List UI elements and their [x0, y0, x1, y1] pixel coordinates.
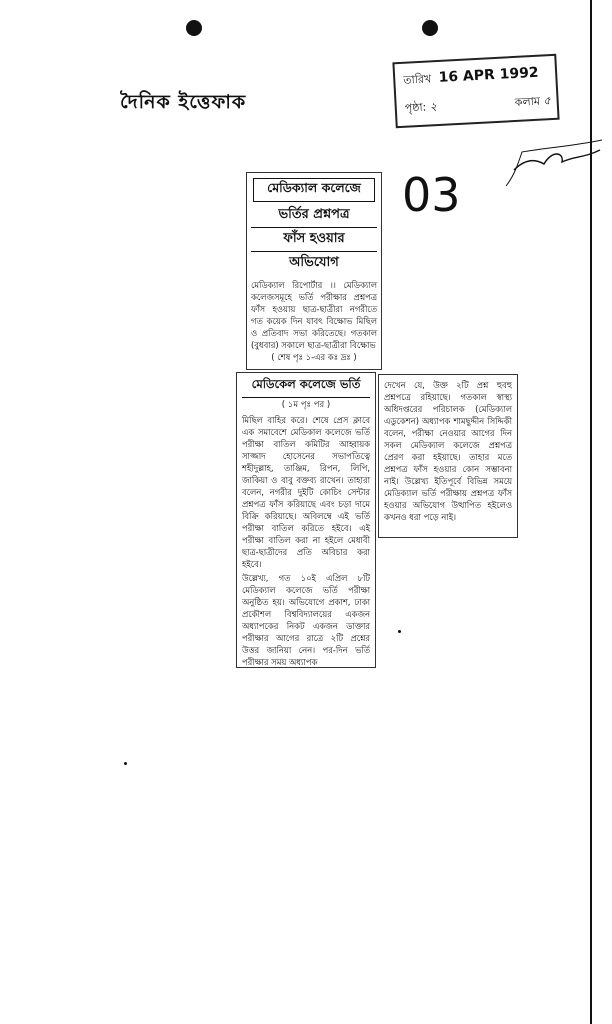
headline-line-1: মেডিক্যাল কলেজে — [253, 178, 375, 202]
handwritten-number: 03 — [402, 168, 461, 222]
punch-hole-right — [422, 20, 438, 36]
clipping1-body: মেডিক্যাল রিপোর্টার ।। মেডিক্যাল কলেজসমূহে ভর্তি পরীক্ষার প্রশ্নপত্র ফাঁস হওয়ায় ছাত্র-ছাত্রীরা নগরীতে গত কয়েক দিন যাবৎ বিক্ষোভ মিছিল ও প্রতিবাদ সভা করিতেছে। গতকাল (বুধবার) সকালে ছাত্র-ছাত্রীরা বিক্ষোভ — [251, 280, 377, 350]
clipping-continuation — [236, 372, 376, 668]
stamp-date-label: তারিখ — [402, 72, 432, 87]
stamp-page: পৃষ্ঠা: ২ — [404, 100, 438, 115]
newspaper-title: দৈনিক ইত্তেফাক — [120, 91, 247, 113]
stamp-page-row — [404, 92, 551, 119]
clipping1-continued: ( শেষ পৃঃ ১-এর কঃ দ্রঃ ) — [271, 352, 357, 362]
date-stamp — [392, 54, 559, 128]
clipping-main-headline — [246, 172, 382, 370]
handwritten-signature-mark — [504, 130, 604, 190]
continuation-subhead: ( ১ম পৃঃ পর ) — [281, 400, 331, 410]
stamp-date-row — [403, 65, 539, 91]
headline-line-2: ভর্তির প্রশ্নপত্র — [251, 204, 377, 228]
continuation-headline: মেডিকেল কলেজে ভর্তি — [242, 376, 370, 398]
page-edge-line — [590, 0, 592, 1024]
continuation-body-3: দেখেন যে, উক্ত ২টি প্রশ্ন হুবহু প্রশ্নপত্রে রহিয়াছে। গতকাল স্বাস্থ্য অধিদপ্তরের পরিচালক (মেডিক্যাল এডুকেশন) অধ্যাপক শামছুদ্দীন সিদ্দিকী বলেন, পরীক্ষা নেওয়ার আগের দিন সকল মেডিক্যাল কলেজে প্রশ্নপত্র প্রেরণ করা হইয়াছে। তাহার মতে প্রশ্নপত্র ফাঁস হওয়ার কোন সম্ভাবনা নাই। উল্লেখ্য ইতিপূর্বে বিভিন্ন সময়ে মেডিক্যাল ভর্তি পরীক্ষায় প্রশ্নপত্র ফাঁস হওয়ার অভিযোগ উত্থাপিত হইলেও কখনও ধরা পড়ে নাই। — [384, 380, 512, 522]
headline-line-4: অভিযোগ — [289, 255, 339, 270]
speck — [124, 762, 127, 765]
continuation-body-1: মিছিল বাহির করে। শেষে প্রেস ক্লাবে এক সমাবেশে মেডিকাল কলেজে ভর্তি পরীক্ষা বাতিল কমিটির আহ্বায়ক সাজ্জাদ হোসেনের সভাপতিত্বে শহীদুল্লাহ, তাঞ্জিম, রিপন, লিপি, জাকিয়া ও বাবু বক্তব্য রাখেন। তাহারা বলেন, নগরীর দুইটি কোচিং সেন্টার প্রশ্নপত্র ফাঁস করিয়াছে এবং চড়া দামে বিক্রি করিয়াছে। অবিলম্বে এই ভর্তি পরীক্ষা বাতিল করিতে হইবে। এই পরীক্ষা বাতিল করা না হইলে মেধাবী ছাত্র-ছাত্রীদের প্রতি অবিচার করা হইবে। — [242, 415, 370, 569]
stamp-column: কলাম ৫ — [514, 94, 551, 109]
clipping-continuation-2 — [378, 374, 518, 538]
punch-hole-left — [186, 20, 202, 36]
headline-line-3: ফাঁস হওয়ার — [251, 228, 377, 252]
continuation-body-2: উল্লেখ্য, গত ১০ই এপ্রিল ৮টি মেডিক্যাল কলেজে ভর্তি পরীক্ষা অনুষ্ঠিত হয়। অভিযোগে প্রকাশ, ঢাকা প্রকৌশল বিশ্ববিদ্যালয়ের একজন অধ্যাপকের নিকট একজন ডাক্তার পরীক্ষার আগের রাত্রে ২টি প্রশ্নের উত্তর জানিয়া নেন। পর-দিন ভর্তি পরীক্ষার সময় অধ্যাপক — [242, 573, 370, 667]
speck — [398, 630, 401, 633]
stamp-date-value: 16 APR 1992 — [438, 64, 539, 86]
